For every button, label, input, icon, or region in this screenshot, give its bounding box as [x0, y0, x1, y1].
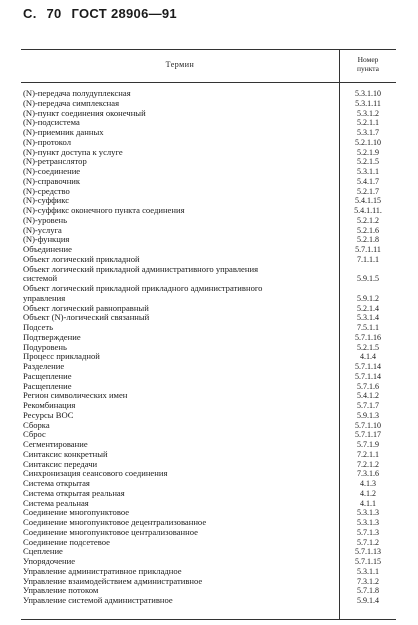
item-number-cell: 5.7.1.14: [355, 371, 381, 381]
item-number-cell: 5.7.1.11: [355, 245, 381, 254]
table-row: [21, 99, 396, 109]
table-row: [21, 177, 396, 187]
table-row: [21, 206, 396, 216]
term-cell: Регион символических имен: [23, 391, 128, 401]
standard-id: ГОСТ 28906—91: [71, 6, 177, 21]
term-cell: (N)-передача полудуплексная: [23, 89, 131, 98]
page-header: [23, 6, 183, 21]
item-number-cell: 5.7.1.16: [355, 332, 381, 342]
item-number-cell: 5.3.1.4: [357, 313, 379, 323]
table-row: [21, 538, 396, 548]
table-row: [21, 333, 396, 343]
table-row: [21, 528, 396, 538]
table-row: [21, 460, 396, 470]
table-row: [21, 138, 396, 148]
item-number-cell: 5.3.1.1: [357, 167, 379, 176]
page-number: 70: [46, 6, 62, 21]
term-cell: Рекомбинация: [23, 401, 76, 410]
table-row: [21, 382, 396, 392]
term-cell: Соединение подсетевое: [23, 537, 110, 547]
item-number-cell: 4.1.2: [360, 488, 376, 498]
item-number-cell: 5.9.1.4: [357, 596, 379, 605]
term-cell: (N)-суффикс оконечного пункта соединения: [23, 206, 185, 215]
table-row: [21, 284, 396, 294]
term-cell: Система открытая реальная: [23, 488, 125, 498]
table-row: [21, 401, 396, 411]
table-row: [21, 557, 396, 567]
term-cell: Синтаксис конкретный: [23, 449, 108, 459]
term-cell: Сегментирование: [23, 440, 88, 449]
item-number-cell: 7.3.1.6: [357, 469, 379, 479]
item-number-cell: 5.7.1.6: [357, 381, 379, 391]
term-cell: Соединение многопунктовое: [23, 508, 130, 518]
item-number-cell: 5.3.1.3: [357, 508, 379, 518]
term-cell: Синтаксис передачи: [23, 459, 98, 469]
item-number-cell: 5.3.1.7: [357, 128, 379, 137]
item-number-cell: 5.7.1.15: [355, 557, 381, 566]
table-row: [21, 489, 396, 499]
table-row: [21, 235, 396, 245]
term-cell: (N)-приемник данных: [23, 128, 104, 137]
item-number-cell: 5.3.1.2: [357, 108, 379, 118]
item-number-cell: 5.3.1.11: [355, 98, 381, 108]
term-cell: системой: [23, 274, 58, 284]
header-item-number-line1: Номер: [357, 55, 379, 64]
term-cell: (N)-функция: [23, 235, 70, 245]
term-cell: Упорядочение: [23, 557, 76, 566]
item-number-cell: 4.1.4: [360, 352, 376, 362]
table-row: [21, 265, 396, 275]
term-cell: Управление взаимодействием административное: [23, 576, 203, 586]
item-number-cell: 7.2.1.2: [357, 459, 379, 469]
header-term: Термин: [165, 60, 195, 69]
term-cell: (N)-протокол: [23, 137, 72, 147]
table-row: [21, 372, 396, 382]
table-row: [21, 255, 396, 265]
item-number-cell: 5.9.1.5: [357, 274, 379, 284]
table-row: [21, 148, 396, 158]
item-number-cell: 5.2.1.8: [357, 235, 379, 245]
table-row: [21, 499, 396, 509]
item-number-cell: 5.7.1.7: [357, 401, 379, 410]
term-cell: Сброс: [23, 430, 46, 440]
term-cell: Управление административное прикладное: [23, 566, 182, 576]
term-cell: (N)-соединение: [23, 167, 81, 176]
item-number-cell: 5.7.1.10: [355, 420, 381, 430]
item-number-cell: 5.4.1.11.: [354, 206, 382, 215]
table-row: [21, 547, 396, 557]
item-number-cell: 5.2.1.7: [357, 186, 379, 196]
item-number-cell: 7.5.1.1: [357, 323, 379, 332]
table-row: [21, 187, 396, 197]
item-number-cell: 5.4.1.7: [357, 176, 379, 186]
item-number-cell: 5.7.1.13: [355, 547, 381, 557]
table-row: [21, 343, 396, 353]
table-row: [21, 216, 396, 226]
table-header: [21, 49, 396, 83]
term-cell: Управление потоком: [23, 586, 99, 596]
table-row: [21, 274, 396, 284]
item-number-cell: 5.7.1.9: [357, 440, 379, 449]
item-number-cell: 5.2.1.5: [357, 157, 379, 167]
term-cell: Объект логический равноправный: [23, 303, 149, 313]
term-cell: Объект логический прикладной: [23, 254, 140, 264]
item-number-cell: 5.2.1.4: [357, 303, 379, 313]
item-number-cell: 5.2.1.5: [357, 342, 379, 352]
term-cell: Соединение многопунктовое децентрализованное: [23, 518, 207, 527]
term-cell: Расщепление: [23, 381, 72, 391]
table-row: [21, 518, 396, 528]
term-cell: Соединение многопунктовое централизованное: [23, 527, 198, 537]
term-cell: (N)-передача симплексная: [23, 98, 120, 108]
term-cell: Ресурсы ВОС: [23, 410, 74, 420]
item-number-cell: 5.7.1.2: [357, 537, 379, 547]
table-row: [21, 450, 396, 460]
table-row: [21, 89, 396, 99]
header-item-number-line2: пункта: [356, 64, 380, 73]
table-row: [21, 226, 396, 236]
table-row: [21, 469, 396, 479]
item-number-cell: 5.3.1.10: [355, 89, 381, 98]
term-cell: Подсеть: [23, 323, 54, 332]
term-cell: Объект (N)-логический связанный: [23, 313, 150, 323]
term-cell: Сцепление: [23, 547, 63, 557]
term-cell: Система открытая: [23, 479, 90, 488]
term-cell: Синхронизация сеансового соединения: [23, 469, 168, 479]
term-cell: (N)-подсистема: [23, 118, 80, 128]
item-number-cell: 5.7.1.3: [357, 527, 379, 537]
table-row: [21, 323, 396, 333]
item-number-cell: 5.2.1.1: [357, 118, 379, 128]
term-cell: (N)-суффикс: [23, 196, 70, 206]
table-rows: [21, 89, 396, 606]
table-row: [21, 157, 396, 167]
term-cell: (N)-справочник: [23, 176, 81, 186]
table-row: [21, 118, 396, 128]
term-cell: Подтверждение: [23, 332, 81, 342]
table-row: [21, 313, 396, 323]
table-row: [21, 411, 396, 421]
table-row: [21, 196, 396, 206]
term-cell: (N)-уровень: [23, 215, 68, 225]
item-number-cell: 5.2.1.2: [357, 215, 379, 225]
item-number-cell: 5.2.1.6: [357, 225, 379, 235]
item-number-cell: 5.7.1.17: [355, 430, 381, 440]
item-number-cell: 4.1.1: [360, 498, 376, 508]
term-cell: Сборка: [23, 420, 50, 430]
item-number-cell: 5.2.1.10: [355, 137, 381, 147]
term-cell: Управление системой административное: [23, 596, 173, 605]
item-number-cell: 7.2.1.1: [357, 449, 379, 459]
table-row: [21, 167, 396, 177]
term-cell: Разделение: [23, 362, 65, 371]
header-item-number: [340, 55, 396, 73]
item-number-cell: 5.7.1.14: [355, 362, 381, 371]
terms-table: [21, 49, 396, 619]
term-cell: Система реальная: [23, 498, 89, 508]
item-number-cell: 5.7.1.8: [357, 586, 379, 596]
term-cell: Подуровень: [23, 342, 67, 352]
term-cell: Объект логический прикладной прикладного административного: [23, 284, 263, 293]
item-number-cell: 5.3.1.1: [357, 566, 379, 576]
term-cell: Расщепление: [23, 371, 72, 381]
table-row: [21, 479, 396, 489]
term-cell: (N)-пункт доступа к услуге: [23, 147, 123, 157]
term-cell: (N)-услуга: [23, 225, 62, 235]
table-row: [21, 352, 396, 362]
table-row: [21, 577, 396, 587]
term-cell: Процесс прикладной: [23, 352, 100, 362]
page-letter: С.: [23, 6, 37, 21]
table-row: [21, 596, 396, 606]
table-row: [21, 440, 396, 450]
item-number-cell: 5.9.1.2: [357, 293, 379, 303]
item-number-cell: 5.9.1.3: [357, 410, 379, 420]
term-cell: (N)-средство: [23, 186, 70, 196]
table-row: [21, 586, 396, 596]
table-row: [21, 430, 396, 440]
term-cell: (N)-ретранслятор: [23, 157, 87, 167]
table-row: [21, 109, 396, 119]
item-number-cell: 5.3.1.3: [357, 518, 379, 527]
table-row: [21, 391, 396, 401]
item-number-cell: 7.3.1.2: [357, 576, 379, 586]
table-row: [21, 567, 396, 577]
item-number-cell: 5.4.1.2: [357, 391, 379, 401]
table-row: [21, 304, 396, 314]
item-number-cell: 7.1.1.1: [357, 254, 379, 264]
table-row: [21, 362, 396, 372]
table-row: [21, 245, 396, 255]
table-row: [21, 128, 396, 138]
table-row: [21, 508, 396, 518]
term-cell: (N)-пункт соединения оконечный: [23, 108, 146, 118]
table-row: [21, 294, 396, 304]
term-cell: Объект логический прикладной административного управления: [23, 264, 259, 274]
item-number-cell: 4.1.3: [360, 479, 376, 488]
term-cell: управления: [23, 293, 66, 303]
table-body: [21, 83, 396, 620]
table-row: [21, 421, 396, 431]
item-number-cell: 5.4.1.15: [355, 196, 381, 206]
term-cell: Объединение: [23, 245, 72, 254]
item-number-cell: 5.2.1.9: [357, 147, 379, 157]
